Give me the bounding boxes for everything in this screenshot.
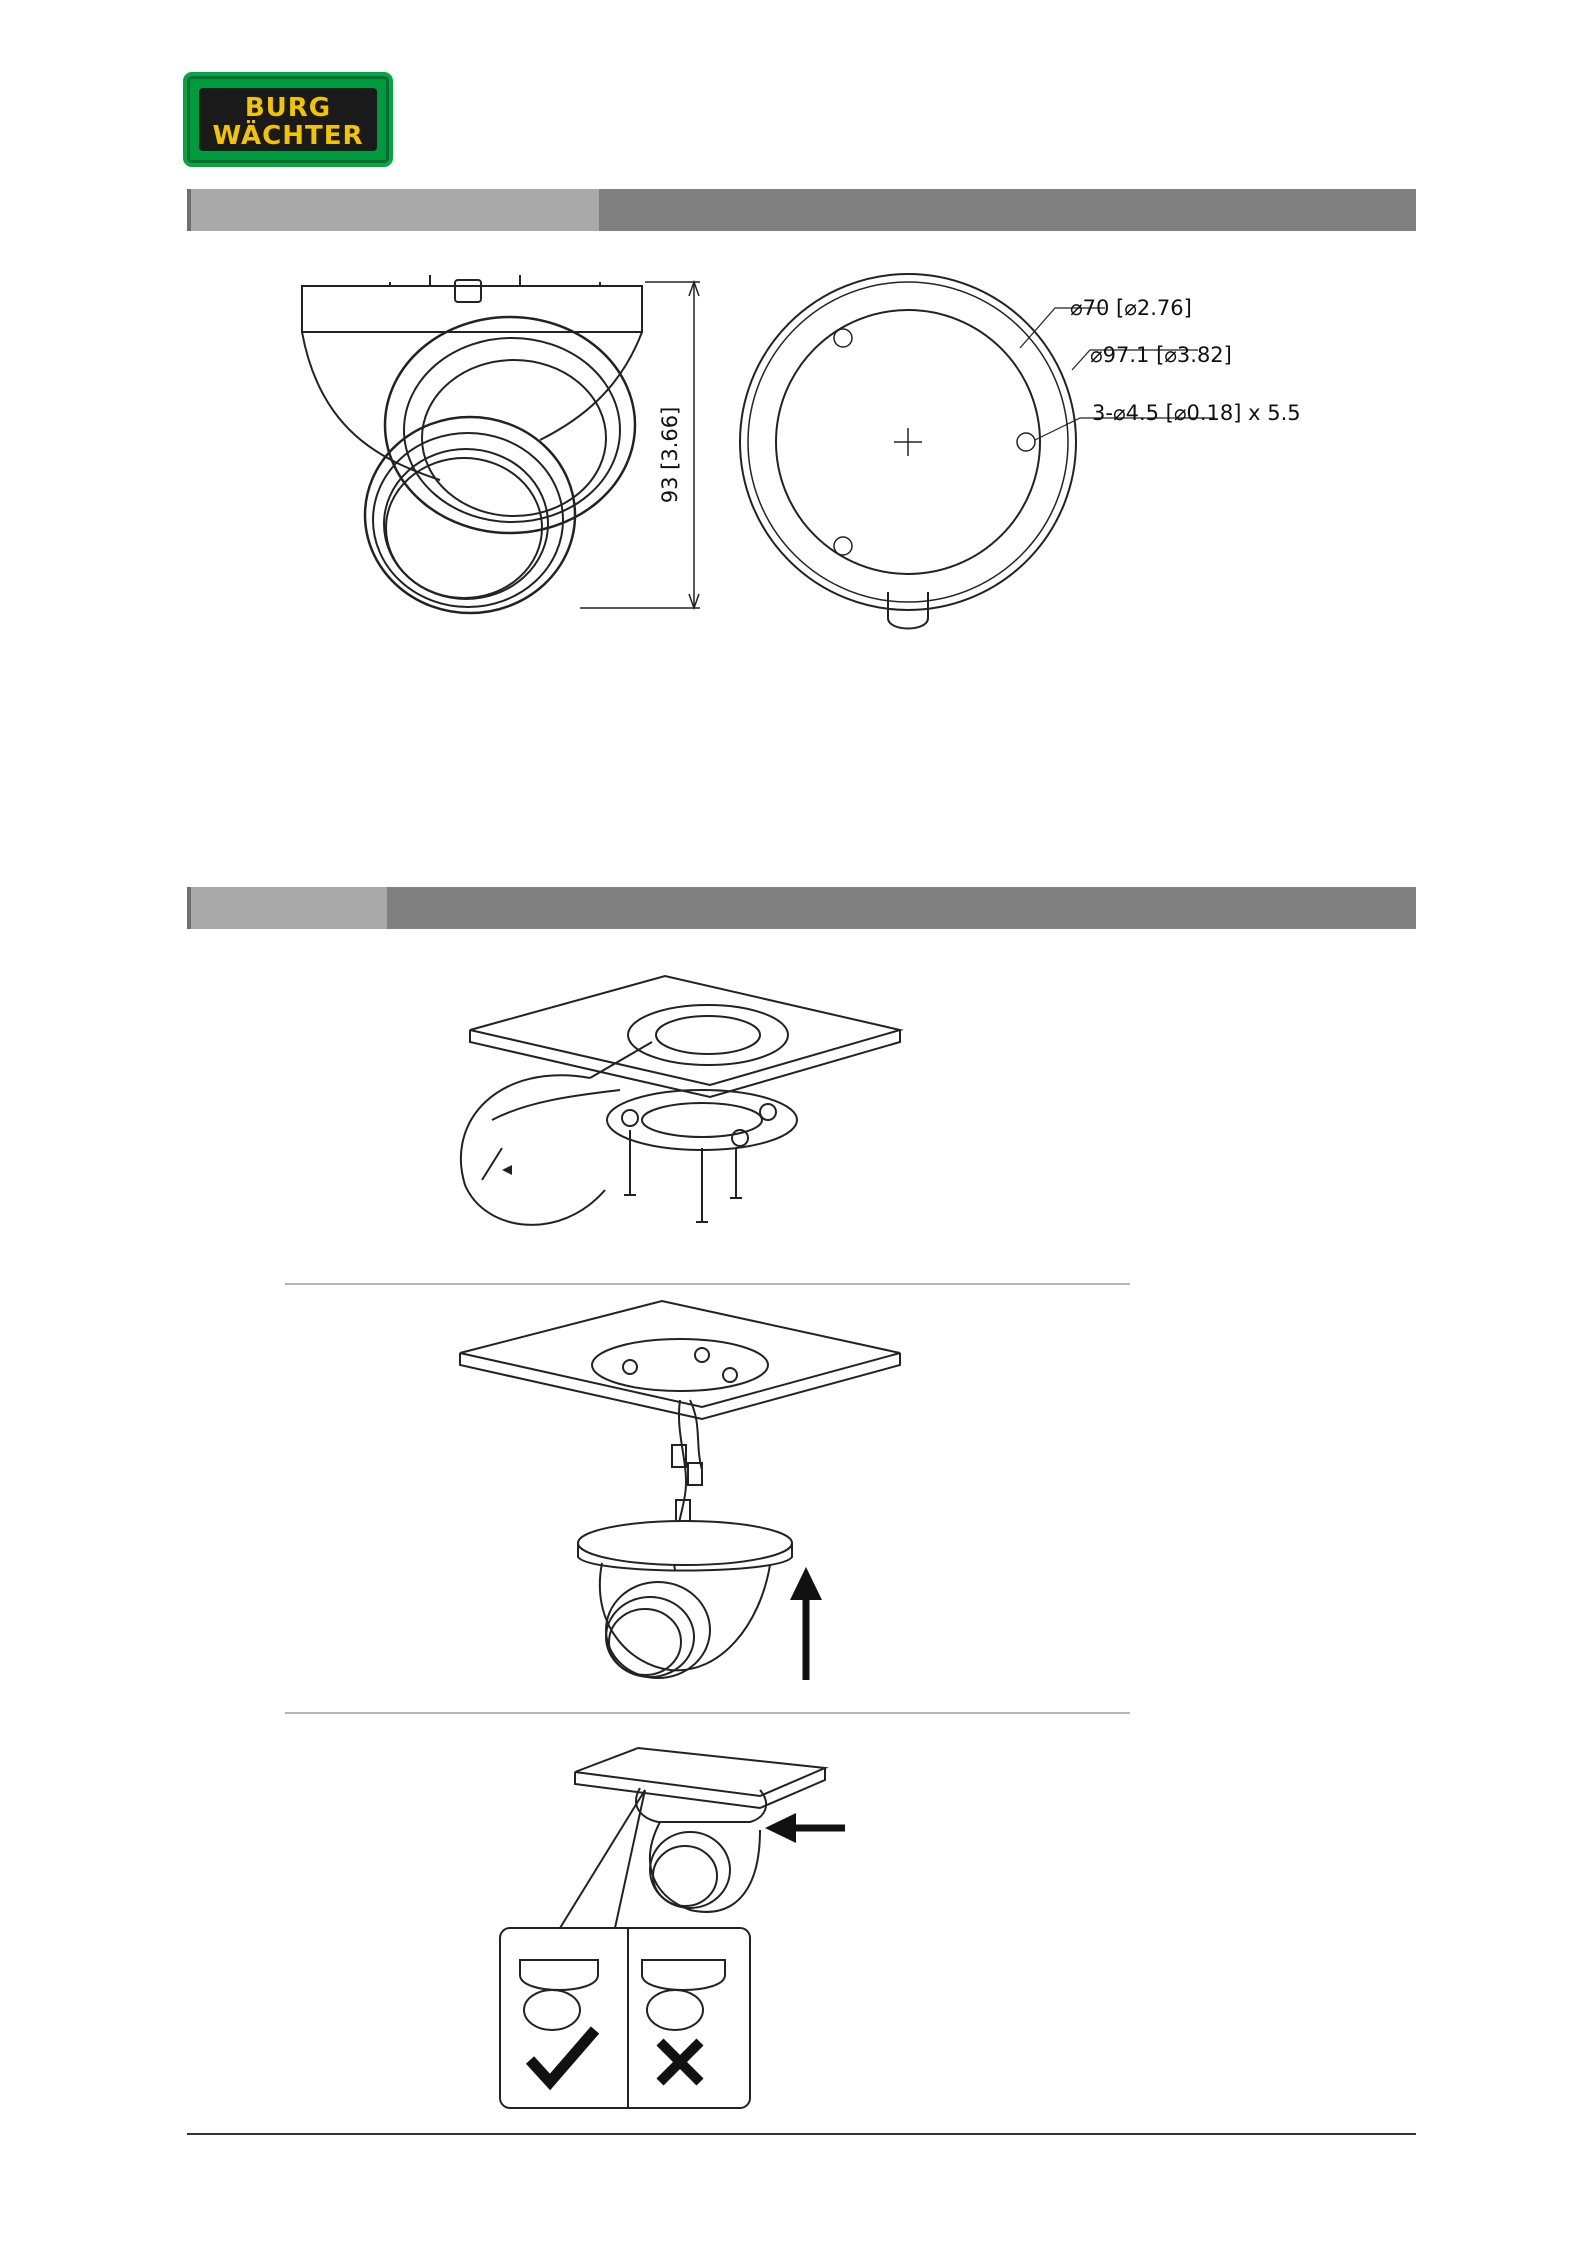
install-step-1-illustration (440, 970, 920, 1240)
arrow-icon (502, 1165, 512, 1175)
footer-rule (187, 2133, 1416, 2135)
height-dimension-line (580, 282, 700, 608)
arrow-up-icon (790, 1567, 822, 1680)
step-divider-2 (285, 1712, 1130, 1714)
camera-bottom-view (740, 274, 1215, 629)
camera-side-view (302, 275, 642, 613)
burg-waechter-logo (183, 72, 393, 167)
step-divider-1 (285, 1283, 1130, 1285)
logo-line-1: BURG (244, 93, 332, 123)
check-mark-icon (530, 2030, 595, 2082)
section-header-bar-installation (187, 887, 1416, 929)
logo-line-2: WÄCHTER (212, 121, 364, 151)
cross-mark-icon (660, 2042, 700, 2082)
mounting-holes-label: 3-⌀4.5 [⌀0.18] x 5.5 (1092, 401, 1301, 425)
section-header-bar-dimensions (187, 189, 1416, 231)
arrow-left-icon (765, 1813, 845, 1843)
outer-diameter-label: ⌀97.1 [⌀3.82] (1090, 343, 1232, 367)
inner-diameter-label: ⌀70 [⌀2.76] (1070, 296, 1192, 320)
install-step-2-illustration (440, 1295, 920, 1695)
height-dimension-label: 93 [3.66] (658, 406, 682, 504)
install-step-3-illustration (490, 1720, 870, 2120)
dimension-drawing (280, 270, 1330, 650)
